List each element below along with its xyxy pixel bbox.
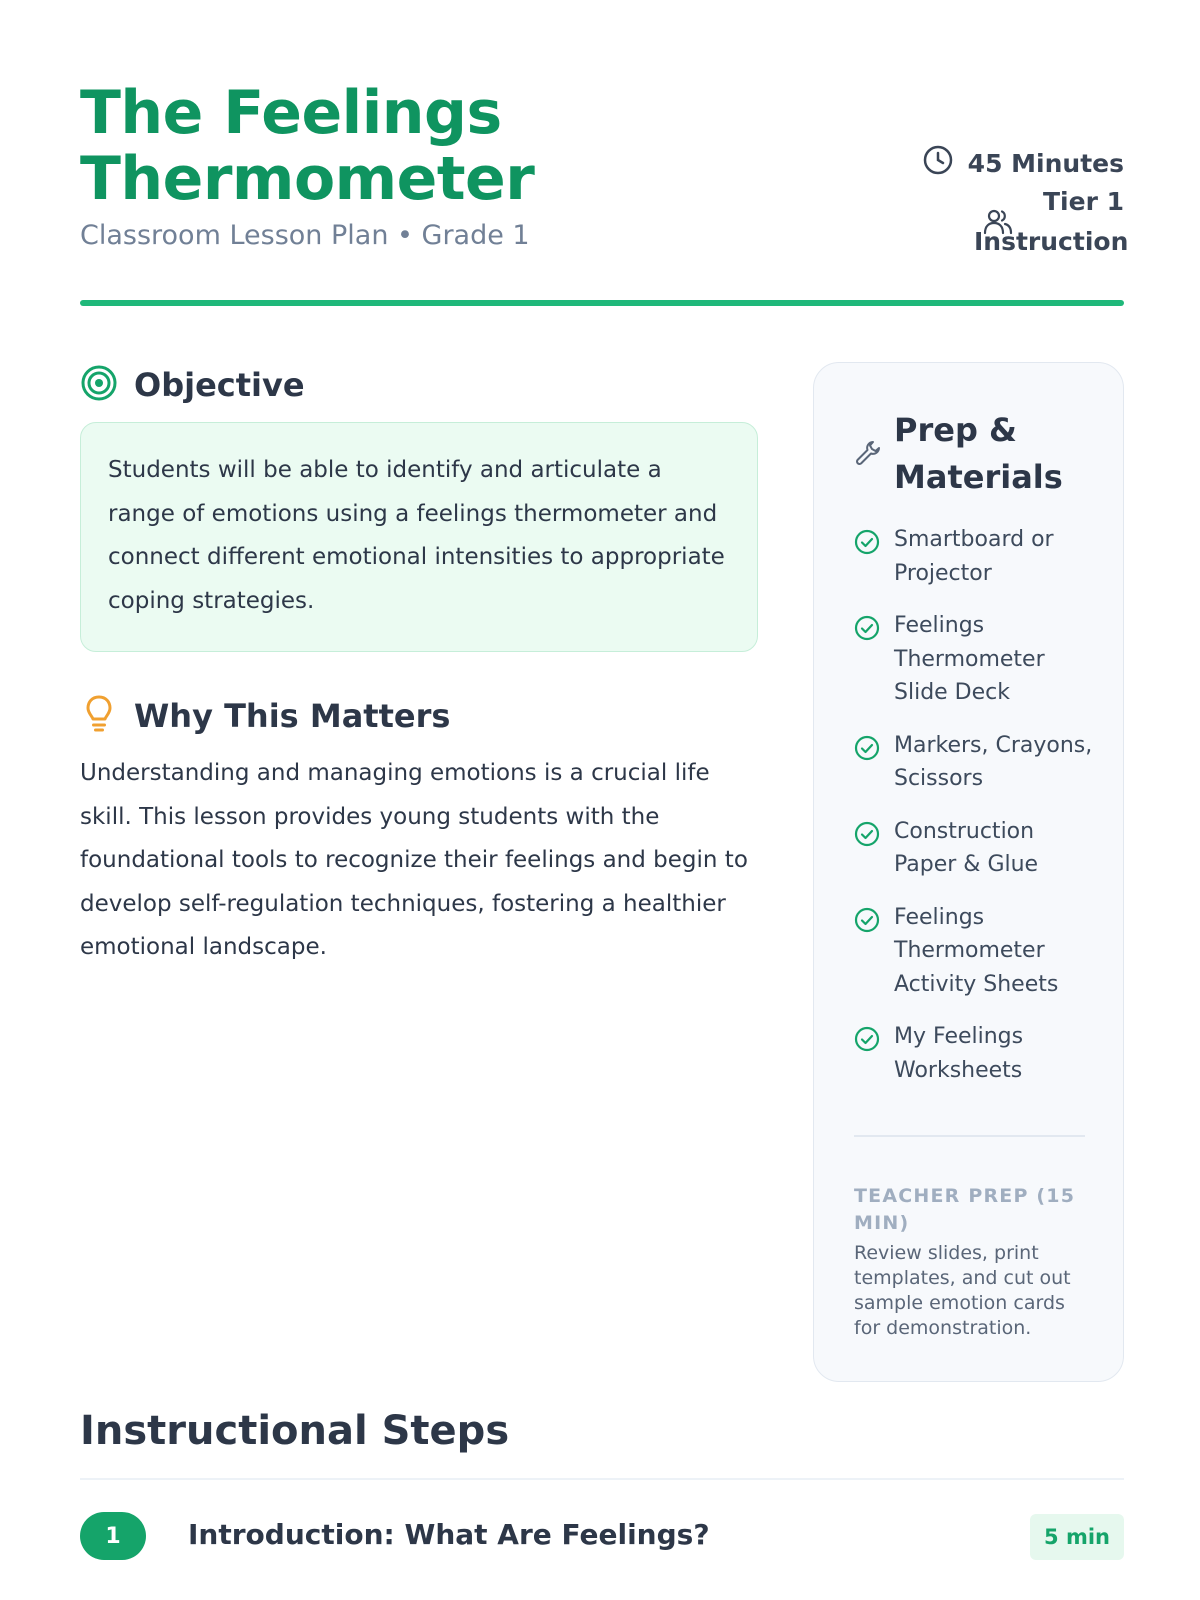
material-label: Feelings Thermometer Activity Sheets <box>894 904 1059 997</box>
lightbulb-icon <box>80 694 118 738</box>
list-item <box>854 523 1094 590</box>
card-divider <box>854 1135 1085 1137</box>
step-title: Introduction: What Are Feelings? <box>188 1518 710 1551</box>
check-circle-icon <box>854 821 880 858</box>
materials-list <box>854 523 1094 1106</box>
materials-card <box>813 362 1124 1382</box>
duration-text: 45 Minutes <box>967 148 1124 178</box>
why-text: Understanding and managing emotions is a crucial life skill. This lesson provides young students with the foundational tools to recognize their feelings and begin to develop self-regulation techniques, fostering a healthier emotional landscape. <box>80 760 748 960</box>
step-number-badge: 1 <box>80 1512 146 1560</box>
duration-meta <box>922 144 1124 182</box>
material-label: Feelings Thermometer Slide Deck <box>894 613 1045 705</box>
why-heading <box>80 694 450 738</box>
objective-title: Objective <box>134 366 305 404</box>
header-divider <box>80 300 1124 306</box>
list-item <box>854 815 1094 882</box>
tier-meta <box>864 182 1129 262</box>
lesson-plan-page <box>80 0 1129 1600</box>
objective-heading <box>80 364 305 406</box>
teacher-prep-label: TEACHER PREP (15 MIN) <box>854 1185 1076 1234</box>
material-label: My Feelings Worksheets <box>894 1024 1024 1083</box>
list-item <box>854 609 1094 710</box>
objective-box: Students will be able to identify and articulate a range of emotions using a feelings thermometer and connect different emotional intensities to appropriate coping strategies. <box>80 422 758 652</box>
list-item <box>854 901 1094 1002</box>
check-circle-icon <box>854 1026 880 1063</box>
check-circle-icon <box>854 907 880 944</box>
check-circle-icon <box>854 735 880 772</box>
wrench-icon <box>854 439 882 471</box>
page-title: The Feelings Thermometer <box>80 78 535 214</box>
check-circle-icon <box>854 529 880 566</box>
list-item <box>854 1020 1094 1087</box>
why-title: Why This Matters <box>134 697 451 735</box>
tier-text: Tier 1 Instruction <box>974 187 1129 256</box>
material-label: Smartboard or Projector <box>894 527 1054 586</box>
list-item <box>854 729 1094 796</box>
steps-heading: Instructional Steps <box>80 1408 510 1454</box>
target-icon <box>80 364 118 406</box>
materials-title: Prep & Materials <box>894 411 1063 496</box>
clock-icon <box>922 144 954 182</box>
materials-heading <box>854 407 1094 507</box>
check-circle-icon <box>854 615 880 652</box>
step-duration-badge: 5 min <box>1030 1514 1124 1560</box>
teacher-prep-text: Review slides, print templates, and cut out sample emotion cards for demonstration. <box>854 1242 1071 1339</box>
material-label: Construction Paper & Glue <box>894 818 1039 877</box>
steps-divider <box>80 1478 1124 1480</box>
material-label: Markers, Crayons, Scissors <box>894 732 1093 791</box>
page-subtitle: Classroom Lesson Plan • Grade 1 <box>80 220 530 251</box>
